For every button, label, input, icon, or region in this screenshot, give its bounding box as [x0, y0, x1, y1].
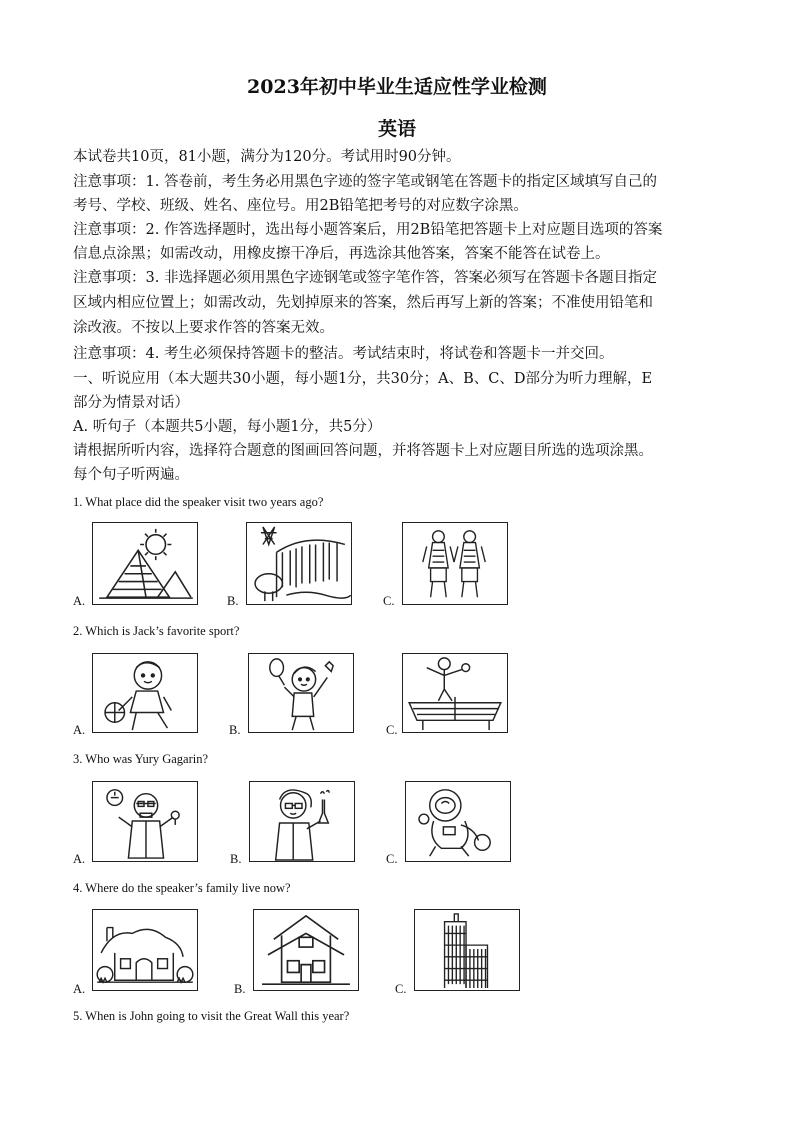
note-1-line-1: 注意事项：1. 答卷前，考生务必用黑色字迹的签字笔或钢笔在答题卡的指定区域填写自己的	[73, 174, 657, 190]
note-3-line-1: 注意事项：3. 非选择题必须用黑色字迹钢笔或签字笔作答，答案必须写在答题卡各题目指定	[73, 270, 657, 286]
part-a-heading: A. 听句子（本题共5小题，每小题1分，共5分）	[73, 419, 382, 435]
tall-building-icon[interactable]	[414, 909, 520, 991]
question-4-text: 4. Where do the speaker’s family live now?	[73, 881, 291, 895]
q1-option-c-label: C.	[383, 594, 395, 608]
dam-icon[interactable]	[246, 522, 352, 605]
note-1-line-2: 考号、学校、班级、姓名、座位号。用2B铅笔把考号的对应数字涂黑。	[73, 198, 528, 214]
exam-title: 2023年初中毕业生适应性学业检测	[247, 76, 547, 98]
note-3-line-2: 区域内相应位置上；如需改动，先划掉原来的答案，然后再写上新的答案；不准使用铅笔和	[73, 295, 653, 311]
basketball-icon[interactable]	[92, 653, 198, 733]
q4-option-c-label: C.	[395, 982, 407, 996]
q3-option-b-label: B.	[230, 852, 242, 866]
terracotta-warriors-icon[interactable]	[402, 522, 508, 605]
note-3-line-3: 涂改液。不按以上要求作答的答案无效。	[73, 320, 334, 336]
table-tennis-icon[interactable]	[402, 653, 508, 733]
q4-option-b-label: B.	[234, 982, 246, 996]
q2-option-b-label: B.	[229, 723, 241, 737]
question-1-text: 1. What place did the speaker visit two years ago?	[73, 495, 324, 509]
q3-option-c-label: C.	[386, 852, 398, 866]
q3-option-a-label: A.	[73, 852, 86, 866]
cottage-icon[interactable]	[92, 909, 198, 991]
pyramids-icon[interactable]	[92, 522, 198, 605]
section-heading-line-2: 部分为情景对话）	[73, 395, 189, 411]
scientist-icon[interactable]	[249, 781, 355, 862]
question-3-text: 3. Who was Yury Gagarin?	[73, 752, 209, 766]
question-2-text: 2. Which is Jack’s favorite sport?	[73, 624, 240, 638]
q4-option-a-label: A.	[73, 982, 86, 996]
q1-option-b-label: B.	[227, 594, 239, 608]
q1-option-a-label: A.	[73, 594, 86, 608]
question-5-text: 5. When is John going to visit the Great Wall this year?	[73, 1009, 350, 1023]
instruction-line-2: 每个句子听两遍。	[73, 467, 189, 483]
doctor-icon[interactable]	[92, 781, 198, 862]
note-2-line-2: 信息点涂黑；如需改动，用橡皮擦干净后，再选涂其他答案，答案不能答在试卷上。	[73, 246, 610, 262]
section-heading-line-1: 一、听说应用（本大题共30小题，每小题1分，共30分；A、B、C、D部分为听力理解，E	[73, 371, 653, 387]
q2-option-a-label: A.	[73, 723, 86, 737]
q2-option-c-label: C.	[386, 723, 398, 737]
note-2-line-1: 注意事项：2. 作答选择题时，选出每小题答案后，用2B铅笔把答题卡上对应题目选项的答案	[73, 222, 663, 238]
badminton-icon[interactable]	[248, 653, 354, 733]
exam-intro: 本试卷共10页，81小题，满分为120分。考试用时90分钟。	[73, 149, 461, 165]
exam-subject: 英语	[377, 118, 416, 140]
astronaut-icon[interactable]	[405, 781, 511, 862]
instruction-line-1: 请根据所听内容，选择符合题意的图画回答问题，并将答题卡上对应题目所选的选项涂黑。	[73, 443, 653, 459]
house-icon[interactable]	[253, 909, 359, 991]
note-4-line-1: 注意事项：4. 考生必须保持答题卡的整洁。考试结束时，将试卷和答题卡一并交回。	[73, 346, 614, 362]
